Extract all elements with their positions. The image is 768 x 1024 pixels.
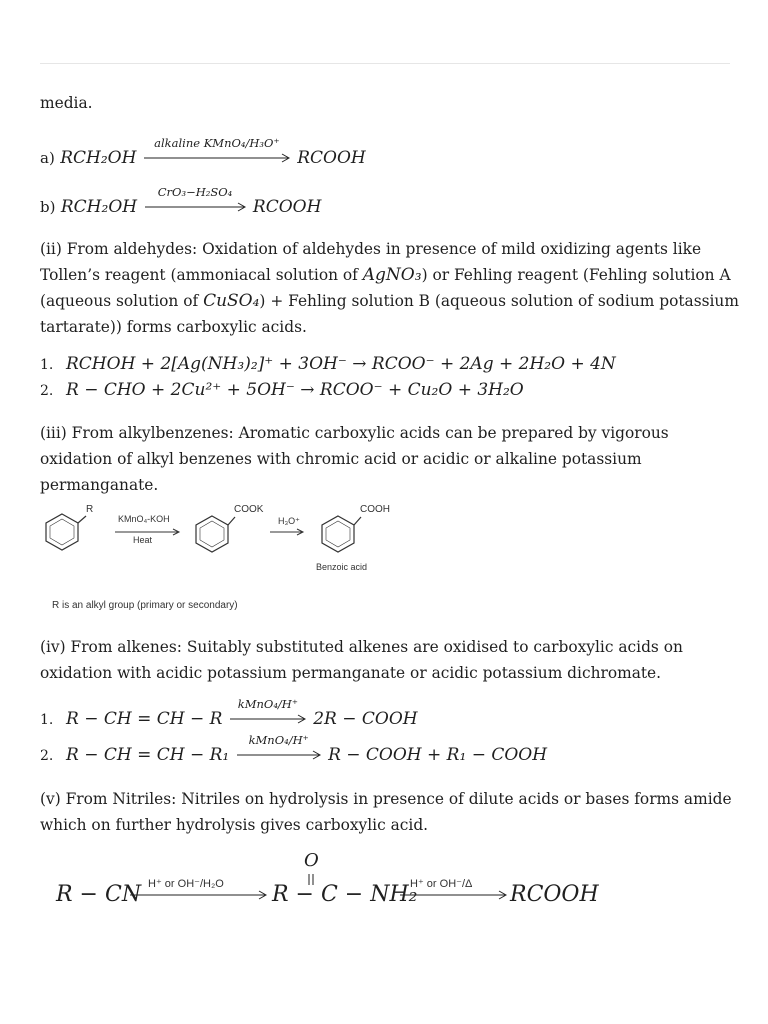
nitrile-product: RCOOH [510,882,599,907]
benzene-ring-2 [196,516,235,552]
reaction-b-condition: CrO₃−H₂SO₄ [157,185,233,199]
alkene-1-product: 2R − COOH [313,709,418,729]
nitrile-reactant: R − CN [56,882,142,907]
nitrile-arrow-2 [400,890,510,900]
aldehyde-equation-1 [40,354,616,374]
equation-number: 2. [40,383,54,399]
reaction-b-label: b) [40,198,56,216]
alkene-2-condition: kMnO₄/H⁺ [248,733,309,747]
alkene-2-arrow [235,733,323,760]
nitrile-hydrolysis-equation [52,850,612,920]
product-name: Benzoic acid [316,562,368,572]
equation-number: 1. [40,712,54,728]
alkene-2-product: R − COOH + R₁ − COOH [328,745,548,765]
reaction-b-product: RCOOH [252,197,322,217]
equation-number: 2. [40,748,54,764]
agno3-formula: AgNO₃ [362,265,422,285]
benzene-ring-1 [46,514,86,550]
reaction-a-condition: alkaline KMnO₄/H₃O⁺ [154,136,280,150]
reaction-b [40,185,322,217]
nitrile-arrow-1 [130,890,270,900]
alkylbenzenes-paragraph: (iii) From alkylbenzenes: Aromatic carboxylic acids can be prepared by vigorous oxidation of alkyl benzenes with chromic acid or acidic or alkaline potassium permanganate. [40,424,669,494]
benzene-ring-3 [322,516,361,552]
reaction-a-arrow [142,136,292,163]
arrow-2 [270,529,303,535]
step1-reagent: KMnO₄-KOH [118,514,170,524]
cooh-label: COOH [360,504,390,515]
alkenes-paragraph: (iv) From alkenes: Suitably substituted alkenes are oxidised to carboxylic acids on oxidation with acidic potassium permanganate or acidic potassium dichromate. [40,638,683,682]
figure-note: R is an alkyl group (primary or secondary) [52,600,238,611]
reaction-a-label: a) [40,149,55,167]
step1-condition: Heat [133,535,153,545]
aldehydes-paragraph [40,236,740,340]
equation-number: 1. [40,357,54,373]
alkene-equation-2 [40,733,548,765]
reaction-a-product: RCOOH [297,148,366,168]
reaction-a [40,136,366,168]
r-label: R [86,504,94,515]
reaction-a-reactant: RCH₂OH [60,148,137,168]
cook-label: COOK [234,504,264,515]
amide-structure: R − C − NH₂ [272,882,418,907]
aldehydes-text-1: (ii) From aldehydes: Oxidation of aldehydes in presence of mild oxidizing agents like Tollen’s reagent (ammoniacal solution of [40,240,702,284]
equation-text: RCHOH + 2[Ag(NH₃)₂]⁺ + 3OH⁻ → RCOO⁻ + 2Ag + 2H₂O + 4N [66,354,616,374]
alkene-equation-1 [40,697,418,729]
alkene-2-reactant: R − CH = CH − R₁ [66,745,230,765]
aldehydes-text-3: ) + Fehling solution B (aqueous solution of sodium potassium tartarate)) forms carboxylic acids. [40,292,739,336]
step2-reagent: H₃O⁺ [278,516,300,526]
alkylbenzene-oxidation-figure [40,492,440,617]
alkene-1-reactant: R − CH = CH − R [66,709,223,729]
nitriles-paragraph: (v) From Nitriles: Nitriles on hydrolysis in presence of dilute acids or bases forms amide which on further hydrolysis gives carboxylic acid. [40,790,732,834]
nitrile-condition-1: H⁺ or OH⁻/H₂O [148,878,224,890]
aldehydes-text-2: ) or Fehling reagent (Fehling solution A (aqueous solution of [40,266,731,310]
top-divider [40,63,730,64]
cuso4-formula: CuSO₄ [203,291,260,311]
nitrile-condition-2: H⁺ or OH⁻/Δ [410,878,473,890]
carbonyl-double-bond [306,874,316,886]
carbonyl-oxygen: O [304,850,319,871]
reaction-b-arrow [143,185,248,212]
equation-text: R − CHO + 2Cu²⁺ + 5OH⁻ → RCOO⁻ + Cu₂O + 3H₂O [66,380,524,400]
reaction-b-reactant: RCH₂OH [60,197,138,217]
intro-tail: media. [40,94,93,112]
alkene-1-condition: kMnO₄/H⁺ [237,697,298,711]
alkene-1-arrow [228,697,308,724]
aldehyde-equation-2 [40,380,524,400]
